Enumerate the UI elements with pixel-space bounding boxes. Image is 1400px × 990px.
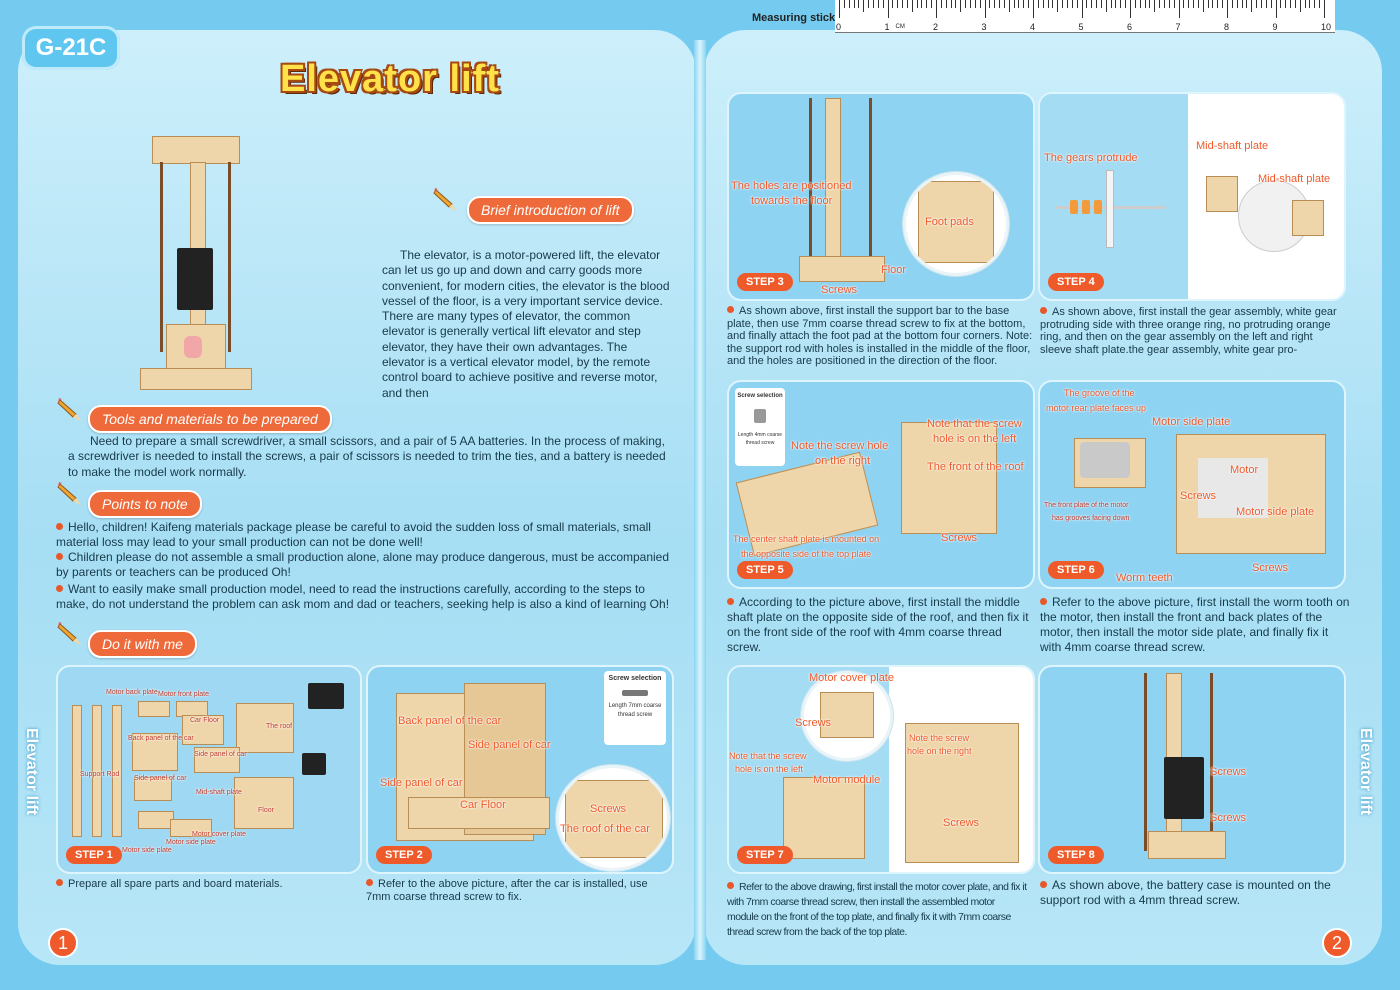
- step-4-photo: [1038, 92, 1346, 301]
- step-1-caption: Prepare all spare parts and board materials.: [56, 878, 356, 891]
- bullet-dot-icon: [727, 306, 734, 313]
- step-2-caption: Refer to the above picture, after the car is installed, use 7mm coarse thread screw to fix.: [366, 878, 648, 903]
- part-label: The center shaft plate is mounted on: [733, 534, 880, 544]
- part-label: Screws: [821, 284, 858, 296]
- ruler-tick: [1242, 0, 1243, 8]
- ruler-tick: [1091, 0, 1092, 8]
- ruler-tick: [1256, 0, 1257, 8]
- ruler-tick: [1251, 0, 1252, 12]
- part-label: Motor front plate: [158, 691, 209, 698]
- part-label: Screws: [1210, 766, 1247, 778]
- ruler-tick: [1212, 0, 1213, 8]
- ruler-tick: [844, 0, 845, 8]
- part-label: The roof: [266, 723, 293, 730]
- ruler-tick: [1217, 0, 1218, 8]
- ruler-tick: [1290, 0, 1291, 8]
- part-label: Motor cover plate: [192, 831, 247, 838]
- ruler-label: Measuring stick: [752, 12, 836, 24]
- part-label: Motor cover plate: [809, 672, 894, 684]
- ruler-tick: [936, 0, 937, 18]
- ruler-tick: [1183, 0, 1184, 8]
- ruler-tick: [955, 0, 956, 8]
- ruler-tick: [1164, 0, 1165, 8]
- ruler-tick: [1052, 0, 1053, 8]
- ruler-tick: [975, 0, 976, 8]
- ruler-tick: [1009, 0, 1010, 12]
- ruler-tick: [1072, 0, 1073, 8]
- step-8-photo: [1038, 665, 1346, 874]
- ruler-tick: [1120, 0, 1121, 8]
- ruler-tick: [994, 0, 995, 8]
- ruler-tick: [1179, 0, 1180, 18]
- intro-body: The elevator, is a motor-powered lift, the elevator can let us go up and down and carry goods more convenient, for modern cities, the elevator is the blood vessel of the floor, is a very important service device. There are many types of elevator, the common elevator is generally vertical lift elevator and step elevator, they have their own advantages. The elevator is a vertical elevator model, by the remote control board to achieve positive and reverse motor, and then: [382, 248, 670, 400]
- model-badge: G-21C: [22, 26, 120, 70]
- ruler-tick: [1159, 0, 1160, 8]
- part-label: Motor back plate: [106, 689, 158, 696]
- screw-selection-title: Screw selection: [737, 393, 783, 399]
- part-label: The gears protrude: [1044, 152, 1138, 164]
- ruler-tick: [1145, 0, 1146, 8]
- ruler-tick: [1309, 0, 1310, 8]
- ruler-tick: [965, 0, 966, 8]
- ruler-tick: [1004, 0, 1005, 8]
- ruler-tick: [1198, 0, 1199, 8]
- ruler-tick: [1276, 0, 1277, 18]
- ruler-tick: [1023, 0, 1024, 8]
- ruler-number: 0: [836, 22, 842, 32]
- intro-heading: Brief introduction of lift: [467, 196, 634, 224]
- ruler-tick: [1319, 0, 1320, 8]
- ruler-tick: [1246, 0, 1247, 8]
- part-label: Support Rod: [80, 771, 120, 778]
- bullet-dot-icon: [727, 598, 734, 605]
- ruler-tick: [1096, 0, 1097, 8]
- screw-selection-box: [604, 671, 666, 745]
- ruler-tick: [1266, 0, 1267, 8]
- ruler-tick: [1062, 0, 1063, 8]
- ruler-number: 1: [884, 22, 890, 32]
- part-label: Mid-shaft plate: [1258, 173, 1331, 185]
- part-label: Screws: [795, 717, 832, 729]
- side-tab-right: Elevator lift: [1357, 728, 1374, 816]
- pencil-icon: [56, 480, 82, 506]
- part-label: Screws: [590, 803, 627, 815]
- ruler-tick: [1140, 0, 1141, 8]
- step-6-photo: [1038, 380, 1346, 589]
- bullet-dot-icon: [1040, 307, 1047, 314]
- ruler-tick: [839, 0, 840, 18]
- ruler-tick: [921, 0, 922, 8]
- step-badge: STEP 6: [1048, 561, 1104, 579]
- notes-heading: Points to note: [88, 490, 202, 518]
- zoom-inset: [801, 671, 893, 761]
- ruler-tick: [951, 0, 952, 8]
- part-label: Note the screw: [909, 733, 970, 743]
- bullet-dot-icon: [56, 553, 63, 560]
- book-spine: [694, 40, 706, 960]
- ruler-tick: [1295, 0, 1296, 8]
- ruler-tick: [960, 0, 961, 12]
- page-number-right: 2: [1322, 928, 1352, 958]
- ruler-tick: [1227, 0, 1228, 18]
- ruler-tick: [1169, 0, 1170, 8]
- ruler-number: 4: [1030, 22, 1036, 32]
- ruler-number: 7: [1175, 22, 1181, 32]
- ruler-number: 6: [1127, 22, 1133, 32]
- part-label: Floor: [881, 264, 907, 276]
- step-5-photo: [727, 380, 1035, 589]
- ruler-number: 9: [1272, 22, 1278, 32]
- part-label: Side panel of car: [380, 777, 463, 789]
- ruler-tick: [1232, 0, 1233, 8]
- step-badge: STEP 5: [737, 561, 793, 579]
- part-label: Screws: [941, 532, 978, 544]
- note-item: Want to easily make small production model, need to read the instructions carefully, according to the steps to make, do not understand the problem can ask mom and dad or teachers, seeking help is also a kind of learning Oh!: [56, 582, 670, 611]
- ruler-tick: [1125, 0, 1126, 8]
- bullet-dot-icon: [56, 523, 63, 530]
- ruler-tick: [1222, 0, 1223, 8]
- ruler-tick: [1305, 0, 1306, 8]
- ruler-tick: [912, 0, 913, 12]
- step-2-photo: [366, 665, 674, 874]
- bullet-dot-icon: [56, 585, 63, 592]
- ruler-tick: [985, 0, 986, 18]
- ruler-tick: [873, 0, 874, 8]
- ruler-tick: [1208, 0, 1209, 8]
- screw-selection-caption: Length 7mm coarse thread screw: [608, 703, 662, 718]
- part-label: towards the floor: [751, 195, 833, 207]
- step-badge: STEP 8: [1048, 846, 1104, 864]
- ruler-number: 3: [981, 22, 987, 32]
- page-number-left: 1: [48, 928, 78, 958]
- part-label: Back panel of the car: [398, 715, 502, 727]
- part-label: Screws: [1210, 812, 1247, 824]
- measuring-ruler: [835, 0, 1335, 33]
- ruler-tick: [1082, 0, 1083, 18]
- ruler-tick: [1285, 0, 1286, 8]
- part-label: Side panel of car: [134, 775, 187, 782]
- part-label: Worm teeth: [1116, 572, 1173, 584]
- ruler-tick: [858, 0, 859, 8]
- ruler-tick: [868, 0, 869, 8]
- ruler-tick: [1033, 0, 1034, 18]
- ruler-tick: [1014, 0, 1015, 8]
- ruler-number: 8: [1224, 22, 1230, 32]
- part-label: Floor: [258, 807, 274, 814]
- pencil-icon: [56, 396, 82, 422]
- ruler-tick: [1188, 0, 1189, 8]
- ruler-tick: [1300, 0, 1301, 12]
- part-label: The front of the roof: [927, 461, 1024, 473]
- step-3-caption: As shown above, first install the support bar to the base plate, then use 7mm coarse thread screw to fix at the bottom, and finally attach the foot pad at the bottom four corners. Note: the support rod with holes is installed in the middle of the floor, and the holes are positioned in the direction of the floor.: [727, 305, 1033, 368]
- part-label: the opposite side of the top plate: [741, 549, 872, 559]
- part-label: Car Floor: [460, 799, 506, 811]
- pencil-icon: [56, 620, 82, 646]
- ruler-tick: [1314, 0, 1315, 8]
- ruler-tick: [1057, 0, 1058, 12]
- step-7-photo: [727, 665, 1035, 874]
- ruler-tick: [1115, 0, 1116, 8]
- part-label: Note the screw hole: [791, 440, 889, 452]
- part-label: Screws: [943, 817, 980, 829]
- part-label: Screws: [1180, 490, 1217, 502]
- ruler-tick: [863, 0, 864, 12]
- screw-selection-caption: Length 4mm coarse thread screw: [737, 432, 783, 446]
- ruler-tick: [1043, 0, 1044, 8]
- step-badge: STEP 2: [376, 846, 432, 864]
- ruler-tick: [1280, 0, 1281, 8]
- ruler-tick: [946, 0, 947, 8]
- ruler-tick: [1067, 0, 1068, 8]
- ruler-tick: [1111, 0, 1112, 8]
- ruler-tick: [1271, 0, 1272, 8]
- part-label: The front plate of the motor: [1044, 502, 1129, 509]
- part-label: on the right: [815, 455, 871, 467]
- note-item: Hello, children! Kaifeng materials package please be careful to avoid the sudden loss of small materials, small material loss may lead to your small production can not be done well!: [56, 520, 651, 549]
- part-label: Foot pads: [925, 216, 974, 228]
- ruler-tick: [854, 0, 855, 8]
- part-label: Note that the screw: [927, 418, 1022, 430]
- ruler-tick: [1174, 0, 1175, 8]
- ruler-tick: [917, 0, 918, 8]
- zoom-inset: [556, 765, 670, 871]
- ruler-tick: [1048, 0, 1049, 8]
- ruler-tick: [1038, 0, 1039, 8]
- ruler-number: 5: [1078, 22, 1084, 32]
- step-badge: STEP 4: [1048, 273, 1104, 291]
- part-label: Mid-shaft plate: [1196, 140, 1269, 152]
- bullet-dot-icon: [366, 879, 373, 886]
- ruler-tick: [1130, 0, 1131, 18]
- step-4-caption: As shown above, first install the gear assembly, white gear protruding side with three orange ring, no protruding orange ring, and then on the gear assembly on the left and right sleeve shaft plate.the gear assembly, white gear pro-: [1040, 306, 1337, 356]
- step-3-photo: [727, 92, 1035, 301]
- part-label: The roof of the car: [560, 823, 650, 835]
- step-7-caption: Refer to the above drawing, first install the motor cover plate, and fix it with 7mm coarse thread screw, then install the assembled motor module on the front of the top plate, and finally fix it with 7mm coarse thread screw from the back of the top plate.: [727, 881, 1027, 938]
- elevator-model-image: [140, 128, 250, 390]
- ruler-tick: [1018, 0, 1019, 8]
- ruler-tick: [1203, 0, 1204, 12]
- tools-heading: Tools and materials to be prepared: [88, 405, 332, 433]
- ruler-tick: [1261, 0, 1262, 8]
- ruler-number: 10: [1321, 22, 1332, 32]
- do-it-heading: Do it with me: [88, 630, 197, 658]
- ruler-tick: [941, 0, 942, 8]
- ruler-tick: [1237, 0, 1238, 8]
- ruler-tick: [999, 0, 1000, 8]
- part-label: Motor module: [813, 774, 881, 786]
- ruler-tick: [1028, 0, 1029, 8]
- part-label: Screws: [1252, 562, 1289, 574]
- step-5-caption: According to the picture above, first install the middle shaft plate on the opposite side of the roof, and then fix it on the front side of the roof with 4mm coarse thread screw.: [727, 595, 1029, 654]
- pencil-icon: [432, 186, 458, 212]
- ruler-tick: [1077, 0, 1078, 8]
- part-label: Motor: [1230, 464, 1259, 476]
- tools-body: Need to prepare a small screwdriver, a small scissors, and a pair of 5 AA batteries. In the process of making, a screwdriver is needed to install the screws, a pair of scissors is needed to trim the ties, and a battery is needed to make the model work normally.: [68, 434, 666, 479]
- ruler-tick: [1101, 0, 1102, 8]
- ruler-tick: [1324, 0, 1325, 18]
- part-label: Car Floor: [190, 717, 220, 724]
- part-label: Motor side plate: [1152, 416, 1231, 428]
- bullet-dot-icon: [1040, 598, 1047, 605]
- part-label: Side panel of car: [468, 739, 551, 751]
- screw-selection-box: [735, 388, 785, 466]
- ruler-unit: CM: [895, 24, 905, 30]
- page-title: Elevator lift: [280, 58, 500, 100]
- ruler-tick: [907, 0, 908, 8]
- part-label: has grooves facing down: [1052, 515, 1130, 522]
- part-label: Back panel of the car: [128, 735, 194, 742]
- screw-selection-title: Screw selection: [608, 675, 662, 682]
- ruler-tick: [1086, 0, 1087, 8]
- part-label: The groove of the: [1064, 388, 1135, 398]
- ruler-tick: [902, 0, 903, 8]
- note-item: Children please do not assemble a small production alone, alone may produce dangerous, must be accompanied by parents or teachers can be produced Oh!: [56, 550, 670, 579]
- part-label: Motor side plate: [166, 839, 216, 846]
- bullet-dot-icon: [56, 879, 63, 886]
- ruler-tick: [1193, 0, 1194, 8]
- bullet-dot-icon: [1040, 881, 1047, 888]
- step-8-caption: As shown above, the battery case is mounted on the support rod with a 4mm thread screw.: [1040, 878, 1331, 907]
- part-label: Note that the screw: [729, 751, 807, 761]
- ruler-tick: [849, 0, 850, 8]
- ruler-tick: [897, 0, 898, 8]
- part-label: hole on the right: [907, 746, 972, 756]
- part-label: motor rear plate faces up: [1046, 403, 1147, 413]
- ruler-tick: [1154, 0, 1155, 12]
- ruler-tick: [970, 0, 971, 8]
- step-1-photo: [56, 665, 362, 874]
- part-label: Side panel of car: [194, 751, 247, 758]
- ruler-tick: [980, 0, 981, 8]
- ruler-tick: [931, 0, 932, 8]
- screw-icon: [622, 690, 648, 696]
- ruler-tick: [883, 0, 884, 8]
- ruler-number: 2: [933, 22, 939, 32]
- ruler-tick: [878, 0, 879, 8]
- step-badge: STEP 7: [737, 846, 793, 864]
- step-badge: STEP 3: [737, 273, 793, 291]
- part-label: hole is on the left: [933, 433, 1017, 445]
- ruler-tick: [1106, 0, 1107, 12]
- part-label: The holes are positioned: [731, 180, 852, 192]
- part-label: Motor side plate: [1236, 506, 1315, 518]
- ruler-tick: [1135, 0, 1136, 8]
- ruler-tick: [1149, 0, 1150, 8]
- bullet-dot-icon: [727, 882, 734, 889]
- ruler-tick: [892, 0, 893, 8]
- ruler-tick: [888, 0, 889, 18]
- ruler-tick: [989, 0, 990, 8]
- side-tab-left: Elevator lift: [23, 728, 40, 816]
- ruler-tick: [926, 0, 927, 8]
- part-label: Mid-shaft plate: [196, 789, 242, 796]
- part-label: hole is on the left: [735, 764, 804, 774]
- step-6-caption: Refer to the above picture, first install the worm tooth on the motor, then install the front and back plates of the motor, then install the motor side plate, and finally fix it with 4mm coarse thread screw.: [1040, 595, 1350, 654]
- step-badge: STEP 1: [66, 846, 122, 864]
- part-label: Motor side plate: [122, 847, 172, 854]
- screw-icon: [754, 409, 766, 423]
